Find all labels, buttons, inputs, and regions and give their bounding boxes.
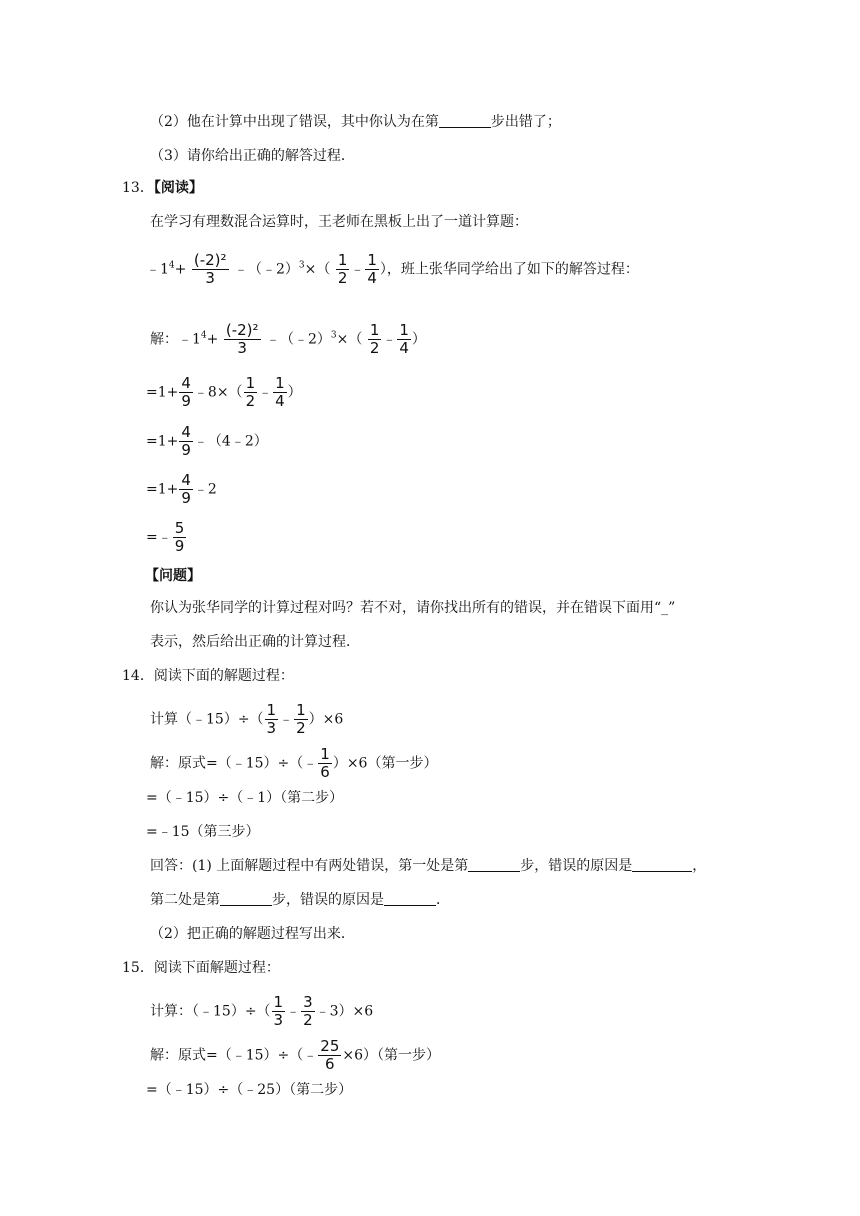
fraction [336,252,350,287]
problem-13-header [122,178,203,198]
step-tail: ）×6（第一步） [332,755,438,772]
denominator: 4 [399,339,409,357]
answer-text: ． [436,892,450,908]
operator: ﹣ [279,711,294,728]
question-text: 表示，然后给出正确的计算过程． [150,634,360,650]
denominator: 2 [303,1011,313,1029]
solution-line-3 [146,472,217,507]
problem-number: 13． [122,180,154,196]
fraction [179,472,193,507]
question-text: 你认为张华同学的计算过程对吗？若不对，请你找出所有的错误，并在错误下面用“_” [150,600,676,616]
fraction [301,994,315,1029]
step-tail: ﹣2 [193,481,217,498]
exponent: 3 [330,330,337,341]
solution-line-4 [146,520,187,555]
denominator: 3 [205,269,215,287]
answer-text: （2）把正确的解题过程写出来． [150,926,355,942]
step-lead: =1+ [146,433,179,450]
denominator: 9 [174,537,185,555]
answer-blank[interactable] [220,891,272,906]
problem-14-calc [150,702,343,737]
answer-text: ， [692,858,707,874]
numerator: 1 [399,321,409,339]
answer-text: 步，错误的原因是 [520,858,633,874]
question-line-2 [150,632,360,652]
numerator: (-2)² [193,251,227,269]
problem-15-step-2 [146,1080,352,1100]
exponent: 4 [200,330,207,341]
answer-blank[interactable] [439,113,491,128]
read-tag: 【阅读】 [153,180,203,196]
fraction [179,424,193,459]
problem-15-step-1 [150,1038,440,1073]
exponent: 4 [168,260,175,271]
answer-text: 第二处是第 [150,892,220,908]
fraction [173,520,187,555]
numerator: 25 [320,1037,340,1055]
question-line-1 [150,598,675,618]
answer-blank[interactable] [384,891,436,906]
numerator: 1 [273,993,284,1011]
denominator: 2 [296,719,306,737]
problem-number: 14． [122,668,154,684]
denominator: 9 [181,489,191,507]
problem-15-header [122,958,280,978]
problem-13-expression [146,252,639,287]
numerator: 1 [320,745,330,763]
expr-term: ﹣（﹣2） [233,261,299,278]
step-lead: 解：原式=（﹣15）÷（﹣ [150,1047,318,1064]
question-tag: 【问题】 [145,568,201,584]
numerator: 4 [181,374,191,392]
numerator: 1 [266,701,277,719]
step-tail: ×6）（第一步） [342,1047,441,1064]
calc-tail: ）×6 [308,711,344,728]
numerator: 5 [174,519,185,537]
numerator: 1 [296,701,306,719]
q2-text: （2）他在计算中出现了错误，其中你认为在第 [150,114,439,130]
denominator: 3 [273,1011,284,1029]
exponent: 3 [298,260,305,271]
q3-line [150,146,355,166]
q2-line [150,112,561,132]
answer-blank[interactable] [468,857,520,872]
answer-text: 步，错误的原因是 [272,892,384,908]
question-tag-line [145,566,201,586]
denominator: 3 [237,339,247,357]
fraction [318,746,332,781]
operator: ） [411,331,426,348]
step-tail: ﹣8×（ [193,384,243,401]
denominator: 4 [275,392,285,410]
fraction [397,322,411,357]
fraction [244,375,258,410]
fraction [192,252,229,287]
numerator: 1 [337,251,348,269]
q3-text: （3）请你给出正确的解答过程． [150,148,355,164]
fraction [272,994,286,1029]
problem-14-step-1 [150,746,437,781]
calc-lead: 计算（﹣15）÷（ [150,711,264,728]
problem-14-answer-3 [150,924,355,944]
operator: ﹣ [286,1003,301,1020]
fraction [294,702,308,737]
intro-text: 在学习有理数混合运算时，王老师在黑板上出了一道计算题： [150,214,528,230]
numerator: (-2)² [225,321,259,339]
problem-15-calc [150,994,373,1029]
solution-line-2 [146,424,268,459]
solution-prefix: 解：﹣1 [150,331,201,348]
answer-text: 回答：(1) 上面解题过程中有两处错误，第一处是第 [150,858,469,874]
problem-14-answer-2 [150,890,450,910]
expr-term: ﹣1 [146,261,169,278]
numerator: 1 [367,251,377,269]
calc-tail: ﹣3）×6 [315,1003,374,1020]
denominator: 3 [266,719,277,737]
fraction [365,252,379,287]
numerator: 3 [303,993,313,1011]
fraction [273,375,287,410]
denominator: 2 [337,269,348,287]
problem-title: 阅读下面的解题过程： [153,668,294,684]
fraction [224,322,261,357]
numerator: 1 [245,374,256,392]
fraction [179,375,193,410]
fraction [265,702,279,737]
operator: + [206,331,219,348]
expr-term: ﹣（﹣2） [265,331,331,348]
step-tail: ﹣（4﹣2） [193,433,268,450]
denominator: 2 [369,339,380,357]
problem-14-header [122,666,294,686]
fraction [318,1038,341,1073]
problem-number: 15． [122,960,154,976]
operator: + [174,261,187,278]
problem-14-step-3 [146,822,260,842]
denominator: 4 [367,269,377,287]
numerator: 4 [181,471,191,489]
calc-lead: 计算：（﹣15）÷（ [150,1003,271,1020]
operator: ） [287,384,302,401]
operator: ×（ [336,331,363,348]
step-lead: 解：原式=（﹣15）÷（﹣ [150,755,318,772]
operator: ﹣ [258,384,273,401]
numerator: 1 [369,321,380,339]
denominator: 6 [325,1055,335,1073]
numerator: 1 [275,374,285,392]
solution-line-1 [146,375,302,410]
operator: ﹣ [350,261,365,278]
problem-14-step-2 [146,788,343,808]
expr-followup: ，班上张华同学给出了如下的解答过程： [386,261,639,278]
operator: ×（ [304,261,331,278]
denominator: 6 [320,763,330,781]
fraction [368,322,382,357]
step-text: =（﹣15）÷（﹣25）（第二步） [146,1082,353,1098]
step-lead: =1+ [146,481,179,498]
denominator: 9 [181,392,191,410]
operator: ） [379,261,387,278]
denominator: 9 [181,441,191,459]
step-lead: =1+ [146,384,179,401]
answer-blank[interactable] [632,857,692,872]
step-lead: =﹣ [146,529,172,546]
step-text: =（﹣15）÷（﹣1）（第二步） [146,790,344,806]
step-text: =﹣15（第三步） [146,824,260,840]
solution-line-0 [150,322,426,357]
denominator: 2 [245,392,256,410]
problem-title: 阅读下面解题过程： [153,960,280,976]
problem-13-intro [150,212,528,232]
operator: ﹣ [382,331,397,348]
problem-14-answer-1 [150,856,706,876]
q2-end: 步出错了； [490,114,561,130]
numerator: 4 [181,423,191,441]
